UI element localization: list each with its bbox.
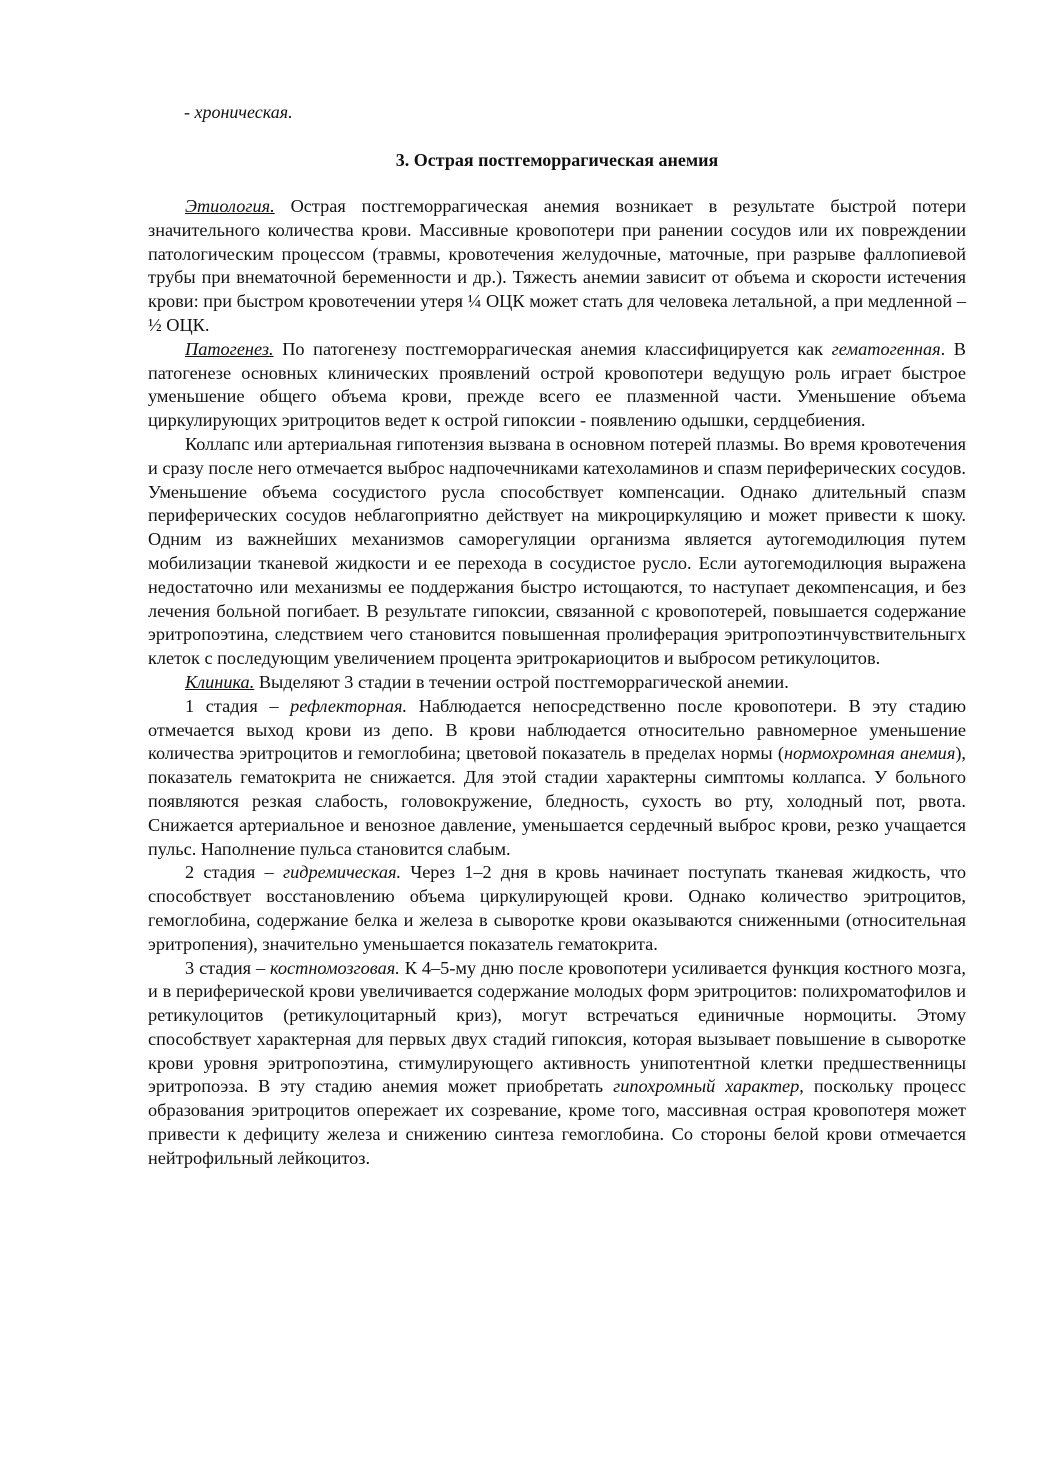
clinic-text: Выделяют 3 стадии в течении острой постгеморрагической анемии. xyxy=(254,671,789,692)
stage-1-italic-term: нормохромная анемия xyxy=(783,743,956,764)
stage-2-name: гидремическая. xyxy=(282,862,402,883)
stage-3-text-b: , поскольку процесс образования эритроцитов опережает их созревание, кроме того, массивная острая кровопотеря может привести к дефициту железа и снижению синтеза гемоглобина. Со стороны белой крови отмечается нейтрофильный лейкоцитоз. xyxy=(148,1076,966,1168)
pathogenesis-italic-term: гематогенная xyxy=(831,338,941,359)
pathogenesis-text-b: . В патогенезе основных клинических проявлений острой кровопотери ведущую роль играет быстрое уменьшение общего объема крови, прежде всего ее плазменной части. Уменьшение объема циркулирующих эритроцитов ведет к острой гипоксии - появлению одышки, сердцебиения. xyxy=(148,338,966,431)
stage-1-text-b: ), показатель гематокрита не снижается. Для этой стадии характерны симптомы коллапса. У больного появляются резкая слабость, головокружение, бледность, сухость во рту, холодный пот, рвота. Снижается артериальное и венозное давление, уменьшается сердечный выброс крови, резко учащается пульс. Наполнение пульса становится слабым. xyxy=(148,743,966,859)
paragraph-pathogenesis xyxy=(148,338,966,433)
paragraph-stage-3 xyxy=(148,957,966,1171)
stage-3-lead: 3 стадия – xyxy=(185,957,271,978)
paragraph-stage-2 xyxy=(148,861,966,956)
stage-2-text: Через 1–2 дня в кровь начинает поступать тканевая жидкость, что способствует восстановлению объема циркулирующей крови. Однако количество эритроцитов, гемоглобина, содержание белка и железа в сыворотке крови оказываются сниженными (относительная эритропения), значительно уменьшается показатель гематокрита. xyxy=(148,862,966,954)
stage-2-lead: 2 стадия – xyxy=(185,862,283,883)
document-body xyxy=(148,195,966,1171)
paragraph-clinic xyxy=(148,671,966,695)
previous-list-item: - хроническая. xyxy=(184,102,293,122)
stage-1-lead: 1 стадия – xyxy=(185,695,291,716)
etiology-label: Этиология. xyxy=(185,196,275,216)
stage-1-text-a: Наблюдается непосредственно после кровопотери. В эту стадию отмечается выход крови из депо. В крови наблюдается относительно равномерное уменьшение количества эритроцитов и гемоглобина; цветовой показатель в пределах нормы ( xyxy=(148,695,966,764)
stage-3-text-a: К 4–5-му дню после кровопотери усиливается функция костного мозга, и в периферической крови увеличивается содержание молодых форм эритроцитов: полихроматофилов и ретикулоцитов (ретикулоцитарный криз), могут встречаться единичные нормоциты. Этому способствует характерная для первых двух стадий гипоксия, которая вызывает повышение в сыворотке крови уровня эритропоэтина, стимулирующего активность унипотентной клетки предшественницы эритропоэза. В эту стадию анемия может приобретать xyxy=(148,957,966,1097)
stage-1-name: рефлекторная. xyxy=(290,695,408,716)
paragraph-etiology xyxy=(148,195,966,338)
section-heading: 3. Острая постгеморрагическая анемия xyxy=(395,150,719,170)
paragraph-collapse: Коллапс или артериальная гипотензия вызвана в основном потерей плазмы. Во время кровотечения и сразу после него отмечается выброс надпочечниками катехоламинов и спазм периферических сосудов. Уменьшение объема сосудистого русла способствует компенсации. Однако длительный спазм периферических сосудов неблагоприятно действует на микроциркуляцию и может привести к шоку. Одним из важнейших механизмов саморегуляции организма является аутогемодилюция путем мобилизации тканевой жидкости и ее перехода в сосудистое русло. Если аутогемодилюция выражена недостаточно или механизмы ее поддержания быстро истощаются, то наступает декомпенсация, и без лечения больной погибает. В результате гипоксии, связанной с кровопотерей, повышается содержание эритропоэтина, следствием чего становится повышенная пролиферация эритропоэтинчувствительныгх клеток с последующим увеличением процента эритрокариоцитов и выбросом ретикулоцитов. xyxy=(148,433,966,669)
stage-3-name: костномозговая. xyxy=(270,957,400,978)
pathogenesis-label: Патогенез. xyxy=(185,338,274,359)
stage-3-italic-term: гипохромный характер xyxy=(613,1076,800,1097)
paragraph-stage-1 xyxy=(148,695,966,862)
clinic-label: Клиника. xyxy=(185,671,255,692)
pathogenesis-text-a: По патогенезу постгеморрагическая анемия классифицируется как xyxy=(273,338,832,359)
etiology-text: Острая постгеморрагическая анемия возникает в результате быстрой потери значительного количества крови. Массивные кровопотери при ранении сосудов или их повреждении патологическим процессом (травмы, кровотечения желудочные, маточные, при разрыве фаллопиевой трубы при внематочной беременности и др.). Тяжесть анемии зависит от объема и скорости истечения крови: при быстром кровотечении утеря ¼ ОЦК может стать для человека летальной, а при медленной – ½ ОЦК. xyxy=(148,196,966,335)
